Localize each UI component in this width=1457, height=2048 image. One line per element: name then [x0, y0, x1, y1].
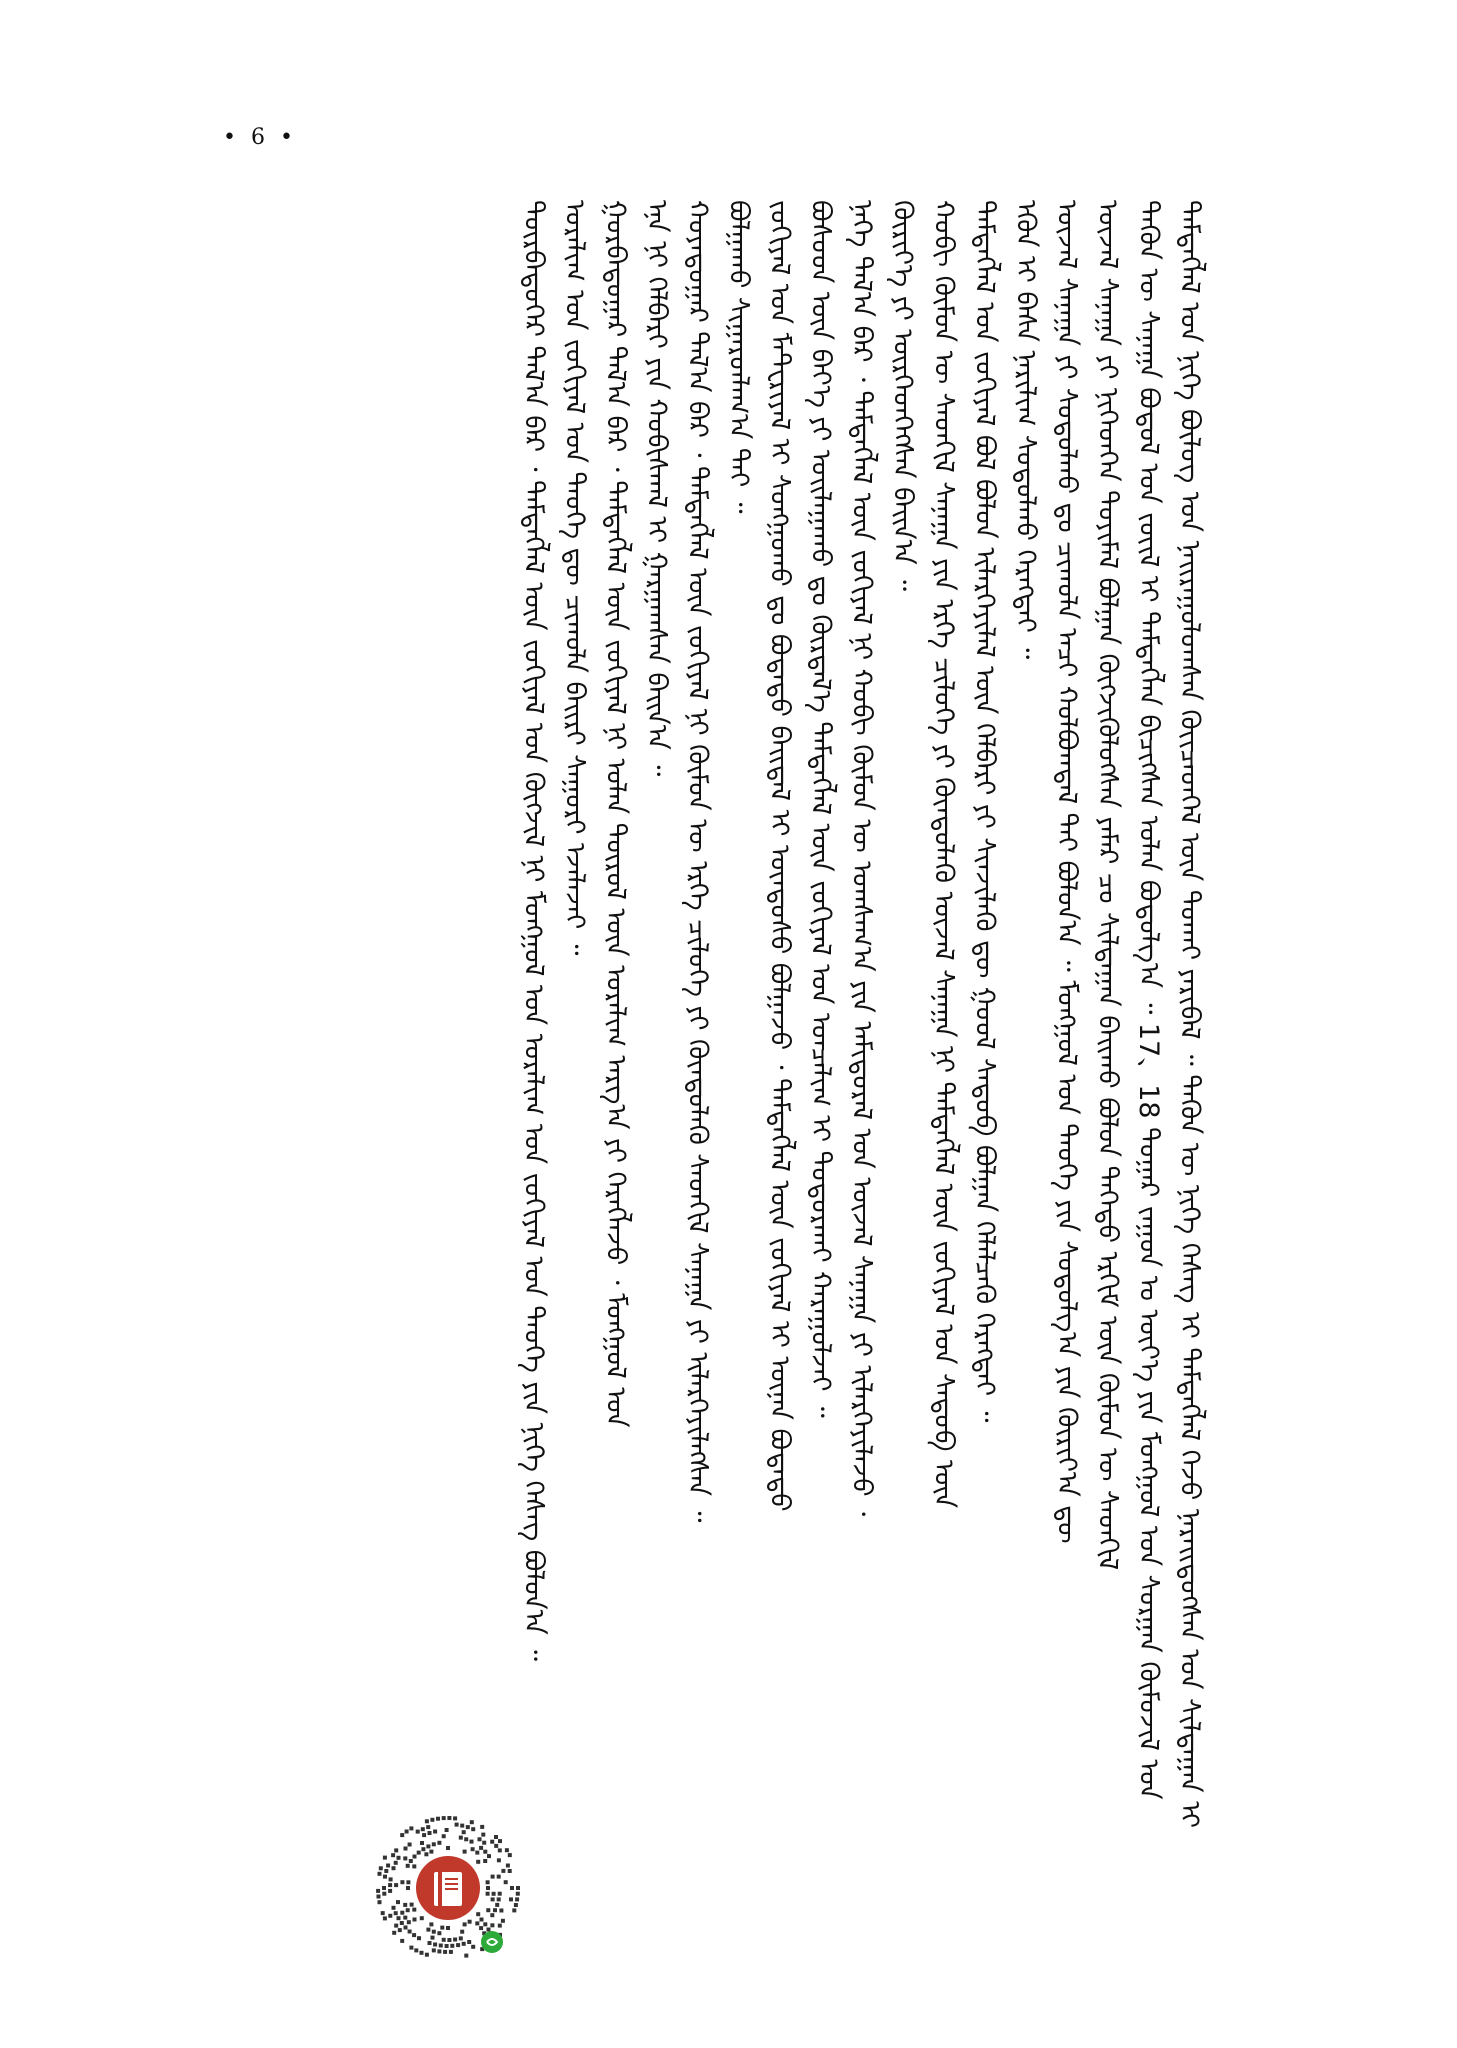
- qr-dot: [376, 1889, 380, 1893]
- qr-dot: [420, 1951, 424, 1955]
- qr-dot: [378, 1872, 382, 1876]
- qr-dot: [446, 1846, 450, 1850]
- text-line: ᠭᠤᠷᠪᠠᠳᠤᠭᠠᠷ ᠲᠠᠯ᠎ᠠ ᠪᠡᠷ ᠂ ᠲᠡᠮᠳᠡᠭᠯᠡᠯ ᠦᠨ ᠵᠣᠬᠢᠶᠠᠯ ᠨᠢ ᠣᠯᠠᠨ ᠲᠥᠷᠥᠯ ᠦᠨ ᠤᠷᠠᠯᠢᠭ ᠠᠷᠭ᠎ᠠ ᠶᠢ ᠬᠡᠷᠡᠭᠯᠡᠵᠦ ᠂ ᠮᠣᠩᠭᠣᠯ ᠤᠨ: [600, 200, 631, 1428]
- qr-dot: [392, 1866, 396, 1870]
- qr-dot: [383, 1875, 387, 1879]
- qr-dot: [416, 1830, 420, 1834]
- qr-dot: [447, 1938, 451, 1942]
- qr-dot: [409, 1826, 413, 1830]
- qr-dot: [437, 1841, 441, 1845]
- qr-dot: [498, 1839, 502, 1843]
- qr-dot: [405, 1830, 409, 1834]
- qr-dot: [480, 1825, 484, 1829]
- qr-dot: [396, 1900, 400, 1904]
- qr-dot: [417, 1851, 421, 1855]
- qr-dot: [425, 1953, 429, 1957]
- qr-dot: [432, 1930, 436, 1934]
- qr-dot: [426, 1844, 430, 1848]
- qr-dot: [436, 1817, 440, 1821]
- qr-dot: [398, 1928, 402, 1932]
- qr-dot: [406, 1880, 410, 1884]
- qr-dot: [493, 1908, 497, 1912]
- qr-dot: [433, 1943, 437, 1947]
- qr-dot: [404, 1926, 408, 1930]
- qr-dot: [475, 1921, 479, 1925]
- qr-dot: [508, 1869, 512, 1873]
- qr-dot: [400, 1939, 404, 1943]
- qr-dot: [432, 1948, 436, 1952]
- qr-dot: [483, 1850, 487, 1854]
- qr-dot: [392, 1906, 396, 1910]
- qr-dot: [437, 1949, 441, 1953]
- qr-dot: [449, 1950, 453, 1954]
- qr-dot: [412, 1864, 416, 1868]
- qr-dot: [443, 1950, 447, 1954]
- qr-dot: [403, 1903, 407, 1907]
- qr-dot: [455, 1823, 459, 1827]
- qr-dot: [429, 1922, 433, 1926]
- qr-dot: [471, 1847, 475, 1851]
- qr-dot: [409, 1946, 413, 1950]
- qr-dot: [384, 1869, 388, 1873]
- qr-dot: [426, 1928, 430, 1932]
- qr-dot: [480, 1918, 484, 1922]
- qr-dot: [394, 1861, 398, 1865]
- text-line: ᠤᠷᠠᠯᠢᠭ ᠤᠨ ᠵᠣᠬᠢᠶᠠᠯ ᠤᠨ ᠲᠡᠦᠬᠡ ᠳᠦ ᠴᠢᠬᠤᠯᠠ ᠪᠠᠢᠷᠢ ᠰᠠᠭᠤᠷᠢ ᠡᠵᠡᠯᠡᠵᠡᠢ ᠃: [559, 200, 590, 956]
- qr-dot: [430, 1818, 434, 1822]
- qr-dot: [515, 1897, 519, 1901]
- qr-code[interactable]: [368, 1808, 528, 1968]
- qr-dot: [445, 1828, 449, 1832]
- qr-dot: [414, 1948, 418, 1952]
- qr-dot: [383, 1856, 387, 1860]
- qr-dot: [495, 1903, 499, 1907]
- qr-dot: [499, 1909, 503, 1913]
- qr-dot: [382, 1886, 386, 1890]
- qr-dot: [433, 1830, 437, 1834]
- qr-dot: [486, 1892, 490, 1896]
- page-number: • 6 •: [223, 124, 297, 150]
- qr-dot: [397, 1856, 401, 1860]
- qr-dot: [397, 1916, 401, 1920]
- qr-dot: [468, 1920, 472, 1924]
- qr-dot: [466, 1825, 470, 1829]
- qr-dot: [482, 1841, 486, 1845]
- qr-dot: [497, 1858, 501, 1862]
- text-line: ᠲᠡᠭᠦᠨ ᠦ ᠰᠠᠨᠠᠭᠠ ᠪᠤᠳᠤᠯ ᠤᠨ ᠵᠦᠢᠯ ᠢ ᠲᠡᠮᠳᠡᠭᠯᠡᠨ ᠪᠢᠴᠢᠭᠰᠡᠨ ᠣᠯᠠᠨ ᠪᠤᠳᠤᠯᠭ᠎ᠠ ᠃ 17、18 ᠳᠤᠭᠠᠷ ᠵᠠᠭᠤᠨ ᠤ ᠦᠶ᠎ᠡ ᠶᠢᠨ ᠮᠣᠩᠭᠣᠯ ᠤᠨ ᠰᠤᠷᠭᠠᠨ ᠬᠦᠮᠦᠵᠢᠯ ᠤᠨ: [1133, 200, 1164, 1800]
- qr-dot: [505, 1848, 509, 1852]
- qr-dot: [508, 1853, 512, 1857]
- text-line: ᠬᠤᠪᠢ ᠬᠦᠮᠦᠨ ᠦ ᠰᠡᠳᠬᠢᠯ ᠰᠠᠨᠠᠭᠠ ᠶᠢᠨ ᠡᠷᠬᠡ ᠴᠢᠯᠦᠭᠡ ᠶᠢ ᠬᠦᠨᠳᠦᠯᠡᠬᠦ ᠦᠵᠡᠯ ᠰᠠᠨᠠᠭᠠ ᠨᠢ ᠲᠡᠮᠳᠡᠭᠯᠡᠯ ᠦᠨ ᠵᠣᠬᠢᠶᠠᠯ ᠤᠨ ᠰᠡᠳᠦᠪ ᠦᠨ: [928, 200, 959, 1509]
- qr-dot: [498, 1848, 502, 1852]
- qr-dot: [516, 1892, 520, 1896]
- qr-dot: [487, 1854, 491, 1858]
- qr-dot: [425, 1819, 429, 1823]
- qr-dot: [437, 1931, 441, 1935]
- qr-dot: [445, 1944, 449, 1948]
- qr-dot: [400, 1921, 404, 1925]
- qr-dot: [409, 1859, 413, 1863]
- qr-dot: [497, 1897, 501, 1901]
- qr-dot: [392, 1931, 396, 1935]
- qr-dot: [471, 1827, 475, 1831]
- qr-dot: [428, 1941, 432, 1945]
- qr-dot: [462, 1942, 466, 1946]
- qr-dot: [394, 1911, 398, 1915]
- mongolian-text-block: [210, 200, 1210, 1950]
- qr-dot: [417, 1936, 421, 1940]
- qr-dot: [382, 1892, 386, 1896]
- qr-dot: [407, 1920, 411, 1924]
- qr-dot: [501, 1869, 505, 1873]
- qr-dot: [486, 1886, 490, 1890]
- qr-dot: [388, 1889, 392, 1893]
- qr-dot: [516, 1886, 520, 1890]
- qr-dot: [476, 1860, 480, 1864]
- text-line: ᠲᠡᠮᠳᠡᠭᠯᠡᠯ ᠤᠨ ᠨᠢᠭᠡ ᠪᠦᠯᠦᠭ ᠤᠨ ᠨᠠᠢᠷᠠᠭᠤᠯᠤᠭᠰᠠᠨ ᠭᠦᠢᠴᠡᠳᠬᠡᠯ ᠦᠨ ᠲᠤᠬᠠᠢ ᠶᠠᠷᠢᠪᠠᠯ ᠃ ᠲᠡᠭᠦᠨ ᠦ ᠨᠢᠭᠡ ᠬᠡᠰᠡᠭ ᠢ ᠲᠡᠮᠳᠡᠭᠯᠡᠯ ᠭᠡᠵᠦ ᠨᠡᠷᠡᠢᠳᠦᠭᠰᠡᠨ ᠤᠨ ᠰᠢᠯᠲᠠᠭᠠᠨ ᠢ: [1174, 200, 1205, 1829]
- qr-dot: [476, 1912, 480, 1916]
- text-line: ᠳᠥᠷᠪᠡᠳᠦᠭᠡᠷ ᠲᠠᠯ᠎ᠠ ᠪᠡᠷ ᠂ ᠲᠡᠮᠳᠡᠭᠯᠡᠯ ᠦᠨ ᠵᠣᠬᠢᠶᠠᠯ ᠤᠨ ᠬᠦᠭᠵᠢᠯ ᠨᠢ ᠮᠣᠩᠭᠣᠯ ᠤᠨ ᠤᠷᠠᠯᠢᠭ ᠤᠨ ᠵᠣᠬᠢᠶᠠᠯ ᠤᠨ ᠲᠡᠦᠬᠡ ᠶᠢᠨ ᠨᠢᠭᠡ ᠬᠡᠰᠡᠭ ᠪᠣᠯᠤᠨ᠎ᠠ ᠃: [518, 200, 549, 1662]
- qr-dot: [403, 1856, 407, 1860]
- qr-dot: [408, 1930, 412, 1934]
- qr-dot: [460, 1930, 464, 1934]
- qr-dot: [442, 1834, 446, 1838]
- qr-dot: [412, 1908, 416, 1912]
- text-line: ᠵᠣᠬᠢᠶᠠᠯ ᠤᠨ ᠮᠠᠲ᠋ᠧᠷᠢᠶᠠᠯ ᠢ ᠰᠣᠩᠭᠣᠬᠤ ᠳᠤ ᠪᠣᠳᠠᠲᠤ ᠪᠠᠢᠳᠠᠯ ᠢ ᠦᠨᠳᠦᠰᠦ ᠪᠣᠯᠭᠠᠵᠤ ᠂ ᠲᠡᠮᠳᠡᠭᠯᠡᠯ ᠦᠨ ᠵᠣᠬᠢᠶᠠᠯ ᠢ ᠦᠨᠡᠨ ᠪᠣᠳᠠᠲᠤ: [764, 200, 795, 1512]
- qr-dot: [432, 1842, 436, 1846]
- qr-dot: [456, 1943, 460, 1947]
- qr-dot: [379, 1866, 383, 1870]
- qr-dot: [479, 1846, 483, 1850]
- qr-dot: [391, 1853, 395, 1857]
- book-icon: [434, 1872, 462, 1906]
- qr-dot: [400, 1833, 404, 1837]
- qr-dot: [421, 1847, 425, 1851]
- qr-dot: [439, 1944, 443, 1948]
- text-line: ᠪᠤᠰᠤᠳ ᠦᠨ ᠪᠡᠶ᠎ᠡ ᠶᠢ ᠣᠢᠯᠠᠭᠠᠬᠤ ᠳᠤ ᠬᠦᠷᠲᠡᠯ᠎ᠡ ᠲᠡᠮᠳᠡᠭᠯᠡᠯ ᠦᠨ ᠵᠣᠬᠢᠶᠠᠯ ᠤᠨ ᠤᠨᠴᠠᠯᠢᠭ ᠢ ᠲᠣᠳᠣᠷᠬᠠᠢ ᠬᠠᠷᠠᠭᠤᠯᠵᠠᠢ ᠃: [805, 200, 836, 1418]
- qr-dot: [467, 1940, 471, 1944]
- text-line: ᠡᠭᠦᠨ ᠢ ᠪᠠᠰᠠ ᠨᠠᠷᠢᠯᠢᠭ ᠰᠤᠳᠤᠯᠬᠤ ᠬᠡᠷᠡᠭᠲᠡᠢ ᠃: [1010, 200, 1041, 660]
- text-line: ᠡᠨᠡ ᠨᠢ ᠬᠡᠯᠪᠡᠷᠢ ᠶᠢᠨ ᠬᠤᠪᠢᠰᠬᠠᠯ ᠢ ᠭᠠᠷᠭᠠᠭᠰᠠᠨ ᠪᠠᠢᠨ᠎ᠠ ᠃: [641, 200, 672, 777]
- qr-dot: [486, 1880, 490, 1884]
- qr-dot: [442, 1816, 446, 1820]
- qr-dot: [470, 1840, 474, 1844]
- qr-dot: [490, 1840, 494, 1844]
- qr-dot: [490, 1913, 494, 1917]
- qr-dot: [501, 1919, 505, 1923]
- qr-dot: [413, 1918, 417, 1922]
- qr-dot: [431, 1936, 435, 1940]
- qr-dot: [471, 1945, 475, 1949]
- qr-dot: [406, 1864, 410, 1868]
- qr-dot: [406, 1908, 410, 1912]
- qr-dot: [504, 1880, 508, 1884]
- qr-dot: [491, 1897, 495, 1901]
- qr-dot: [497, 1875, 501, 1879]
- qr-dot: [498, 1924, 502, 1928]
- qr-dot: [510, 1886, 514, 1890]
- qr-dot: [389, 1877, 393, 1881]
- qr-dot: [394, 1848, 398, 1852]
- qr-dot: [464, 1837, 468, 1841]
- qr-dot: [426, 1825, 430, 1829]
- qr-dot: [492, 1892, 496, 1896]
- qr-dot: [464, 1954, 468, 1958]
- qr-dot: [483, 1922, 487, 1926]
- qr-dot: [491, 1875, 495, 1879]
- qr-dot: [463, 1922, 467, 1926]
- text-line: ᠦᠵᠡᠯ ᠰᠠᠨᠠᠭᠠ ᠶᠢ ᠰᠤᠳᠤᠯᠬᠤ ᠳᠤ ᠴᠢᠬᠤᠯᠠ ᠠᠴᠢ ᠬᠣᠯᠪᠣᠭᠳᠠᠯ ᠲᠠᠢ ᠪᠣᠯᠤᠨ᠎ᠠ ᠃ ᠮᠣᠩᠭᠣᠯ ᠤᠨ ᠲᠡᠦᠬᠡ ᠶᠢᠨ ᠰᠤᠳᠤᠯᠭ᠎ᠠ ᠶᠢᠨ ᠬᠦᠷᠢᠶ᠎ᠡᠨ ᠳᠦ: [1051, 200, 1082, 1544]
- qr-dot: [429, 1850, 433, 1854]
- qr-dot: [459, 1936, 463, 1940]
- qr-dot: [481, 1833, 485, 1837]
- qr-dot: [494, 1835, 498, 1839]
- qr-dot: [422, 1833, 426, 1837]
- qr-dot: [479, 1926, 483, 1930]
- qr-dot: [413, 1855, 417, 1859]
- qr-dot: [421, 1827, 425, 1831]
- qr-dot: [478, 1837, 482, 1841]
- qr-dot: [486, 1908, 490, 1912]
- qr-dot: [483, 1859, 487, 1863]
- qr-dot: [424, 1852, 428, 1856]
- qr-dot: [460, 1824, 464, 1828]
- qr-dot: [450, 1944, 454, 1948]
- qr-badge: [481, 1931, 503, 1953]
- qr-dot: [412, 1933, 416, 1937]
- qr-dot: [388, 1883, 392, 1887]
- text-line: ᠨᠡᠭᠡ ᠲᠠᠯ᠎ᠠ ᠪᠡᠷ ᠂ ᠲᠡᠮᠳᠡᠭᠯᠡᠯ ᠦᠨ ᠵᠣᠬᠢᠶᠠᠯ ᠨᠢ ᠬᠤᠪᠢ ᠬᠦᠮᠦᠨ ᠦ ᠤᠭᠰᠠᠭ᠎ᠠ ᠶᠢᠨ ᠠᠮᠢᠳᠤᠷᠠᠯ ᠤᠨ ᠦᠵᠡᠯ ᠰᠠᠨᠠᠭᠠ ᠶᠢ ᠢᠯᠡᠷᠬᠡᠶᠢᠯᠡᠵᠦ ᠂: [846, 200, 877, 1517]
- qr-dot: [383, 1916, 387, 1920]
- qr-dot: [403, 1916, 407, 1920]
- qr-dot: [494, 1844, 498, 1848]
- text-line: ᠲᠡᠮᠳᠡᠭᠯᠡᠯ ᠤᠨ ᠵᠣᠬᠢᠶᠠᠯ ᠪᠤᠯ ᠪᠣᠯᠤᠨ ᠢᠯᠡᠷᠬᠡᠶᠢᠯᠡᠯ ᠦᠨ ᠬᠡᠯᠪᠡᠷᠢ ᠶᠢ ᠰᠢᠨᠵᠢᠯᠡᠬᠦ ᠳᠦ ᠭᠣᠣᠯ ᠰᠡᠳᠦᠪ ᠪᠣᠯᠭᠠᠨ ᠬᠡᠯᠡᠯᠴᠡᠬᠦ ᠬᠡᠷᠡᠭᠲᠡᠢ ᠃: [969, 200, 1000, 1423]
- qr-dot: [420, 1841, 424, 1845]
- qr-dot: [506, 1864, 510, 1868]
- text-line: ᠬᠦᠷᠢᠶ᠎ᠡ ᠶᠢ ᠥᠷᠭᠡᠳᠬᠡᠭᠰᠡᠨ ᠪᠠᠢᠨ᠎ᠠ ᠃: [887, 200, 918, 592]
- qr-dot: [514, 1903, 518, 1907]
- qr-dot: [381, 1911, 385, 1915]
- qr-dot: [442, 1938, 446, 1942]
- qr-dot: [446, 1926, 450, 1930]
- qr-dot: [404, 1847, 408, 1851]
- qr-dot: [487, 1928, 491, 1932]
- qr-dot: [453, 1938, 457, 1942]
- qr-dot: [459, 1836, 463, 1840]
- qr-dot: [490, 1923, 494, 1927]
- qr-dot: [410, 1903, 414, 1907]
- text-line: ᠪᠣᠯᠭᠠᠬᠤ ᠰᠢᠭᠠᠷᠳᠯᠠᠭ᠎ᠠ ᠲᠠᠢ ᠃: [723, 200, 754, 514]
- qr-dot: [388, 1914, 392, 1918]
- qr-dot: [498, 1892, 502, 1896]
- qr-dot: [394, 1924, 398, 1928]
- qr-dot: [463, 1850, 467, 1854]
- qr-dot: [377, 1895, 381, 1899]
- qr-dot: [512, 1908, 516, 1912]
- qr-dot: [408, 1843, 412, 1847]
- qr-dot: [475, 1851, 479, 1855]
- qr-dot: [453, 1816, 457, 1820]
- text-line: ᠦᠵᠡᠯ ᠰᠠᠨᠠᠭᠠ ᠶᠢ ᠨᠢᠭᠡᠳᠬᠡᠨ ᠲᠤᠶᠢᠮᠠᠯ ᠪᠣᠯᠭᠠᠨ ᠬᠦᠭᠵᠢᠭᠦᠯᠦᠭᠰᠡᠨ ᠶᠠᠮᠠᠷ ᠴᠤ ᠰᠢᠯᠲᠠᠭᠠᠨ ᠪᠠᠢᠬᠤ ᠪᠣᠯᠤᠨ ᠳᠡᠭᠡᠳᠦ ᠡᠷᠬᠢᠮ ᠦᠨ ᠬᠦᠮᠦᠨ ᠦ ᠰᠡᠳᠬᠢᠯ: [1092, 200, 1123, 1571]
- qr-dot: [378, 1900, 382, 1904]
- qr-dot: [509, 1897, 513, 1901]
- text-line: ᠬᠣᠶᠠᠳᠤᠭᠠᠷ ᠲᠠᠯ᠎ᠠ ᠪᠡᠷ ᠂ ᠲᠡᠮᠳᠡᠭᠯᠡᠯ ᠦᠨ ᠵᠣᠬᠢᠶᠠᠯ ᠨᠢ ᠬᠦᠮᠦᠨ ᠦ ᠡᠷᠬᠡ ᠴᠢᠯᠦᠭᠡ ᠶᠢ ᠬᠦᠨᠳᠦᠯᠡᠬᠦ ᠰᠡᠳᠬᠢᠯ ᠰᠠᠨᠠᠭᠠ ᠶᠢ ᠢᠯᠡᠷᠬᠡᠶᠢᠯᠡᠭᠰᠡᠨ ᠃: [682, 200, 713, 1523]
- qr-dot: [400, 1880, 404, 1884]
- qr-dot: [420, 1916, 424, 1920]
- qr-dot: [440, 1926, 444, 1930]
- qr-dot: [406, 1886, 410, 1890]
- qr-dot: [462, 1830, 466, 1834]
- qr-dot: [386, 1864, 390, 1868]
- qr-dot: [394, 1883, 398, 1887]
- qr-dot: [400, 1911, 404, 1915]
- qr-dot: [470, 1820, 474, 1824]
- qr-dot: [428, 1831, 432, 1835]
- qr-dot: [447, 1816, 451, 1820]
